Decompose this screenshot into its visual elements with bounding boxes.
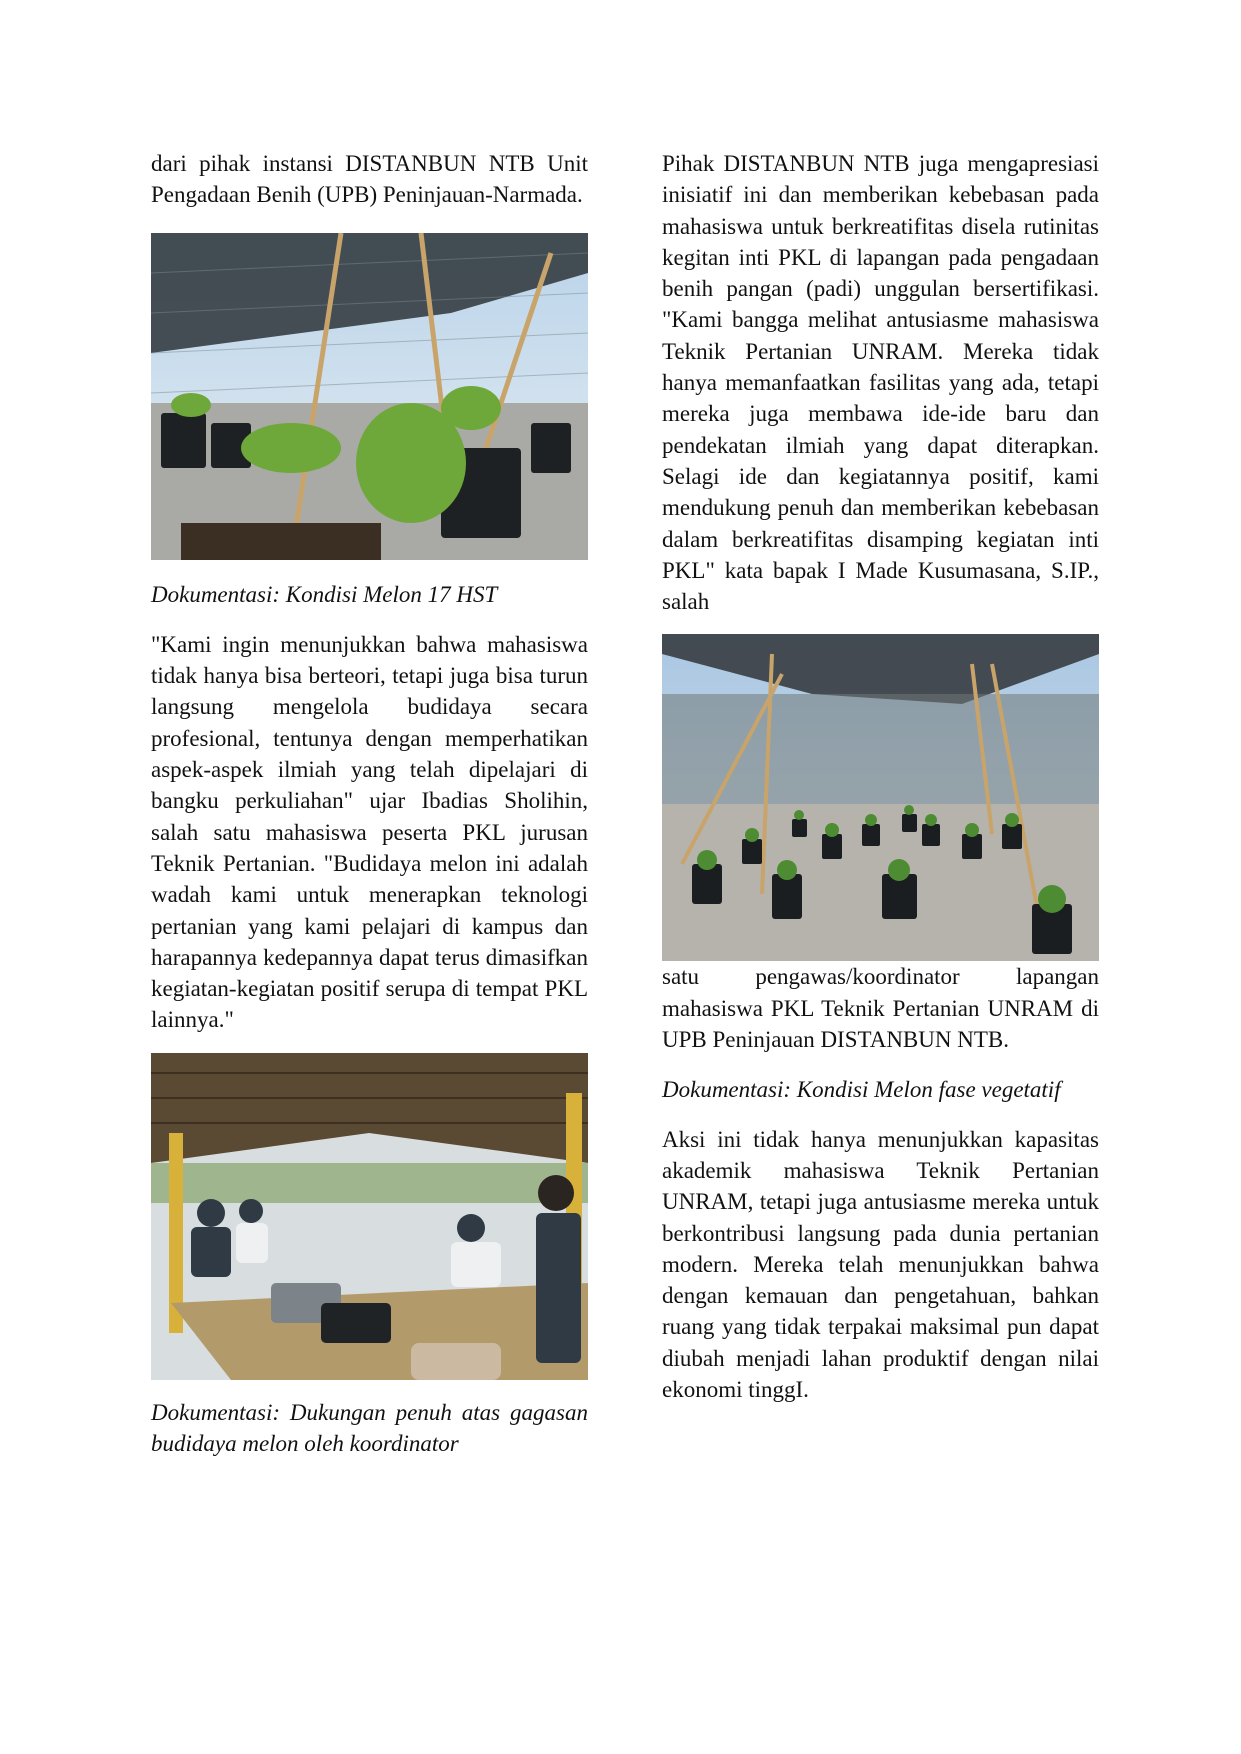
right-paragraph-1: Pihak DISTANBUN NTB juga mengapresiasi inisiatif ini dan memberikan kebebasan pada mahasiswa untuk berkreatifitas disela rutinitas kegitan inti PKL di lapangan pada pengadaan benih pangan (padi) unggulan bersertifikasi. "Kami bangga melihat antusiasme mahasiswa Teknik Pertanian UNRAM. Mereka tidak hanya memanfaatkan fasilitas yang ada, tetapi mereka juga membawa ide-ide baru dan pendekatan ilmiah yang dapat diterapkan. Selagi ide dan kegiatannya positif, kami mendukung penuh dan memberikan kebebasan dalam berkreatifitas disamping kegiatan inti PKL" kata bapak I Made Kusumasana, S.IP., salah [662, 151, 1099, 615]
gazebo-meeting-photo [151, 1053, 588, 1380]
left-paragraph-2: "Kami ingin menunjukkan bahwa mahasiswa tidak hanya bisa berteori, tetapi juga bisa turun langsung mengelola budidaya secara profesional, tentunya dengan memperhatikan aspek-aspek ilmiah yang telah dipelajari di bangku perkuliahan" ujar Ibadias Sholihin, salah satu mahasiswa peserta PKL jurusan Teknik Pertanian. "Budidaya melon ini adalah wadah kami untuk menerapkan teknologi pertanian yang kami pelajari di kampus dan harapannya kedepannya dapat terus dimasifkan kegiatan-kegiatan positif serupa di tempat PKL lainnya." [151, 631, 588, 1033]
right-caption-1: Dokumentasi: Kondisi Melon fase vegetatif [662, 1077, 1061, 1103]
greenhouse-rows-photo [662, 634, 1099, 961]
right-paragraph-2: satu pengawas/koordinator lapangan mahasiswa PKL Teknik Pertanian UNRAM di UPB Peninjauan DISTANBUN NTB. [662, 964, 1099, 1053]
left-caption-2: Dokumentasi: Dukungan penuh atas gagasan budidaya melon oleh koordinator [151, 1399, 588, 1457]
right-column [662, 148, 1099, 1405]
left-paragraph-1: dari pihak instansi DISTANBUN NTB Unit Pengadaan Benih (UPB) Peninjauan-Narmada. [151, 151, 588, 208]
melon-seedlings-greenhouse-photo [151, 233, 588, 560]
left-column [151, 148, 588, 1459]
right-paragraph-3: Aksi ini tidak hanya menunjukkan kapasitas akademik mahasiswa Teknik Pertanian UNRAM, tetapi juga antusiasme mereka untuk berkontribusi langsung pada dunia pertanian modern. Mereka telah menunjukkan bahwa dengan kemauan dan pengetahuan, bahkan ruang yang tidak terpakai maksimal pun dapat diubah menjadi lahan produktif dengan nilai ekonomi tinggI. [662, 1126, 1099, 1403]
left-caption-1: Dokumentasi: Kondisi Melon 17 HST [151, 581, 498, 607]
